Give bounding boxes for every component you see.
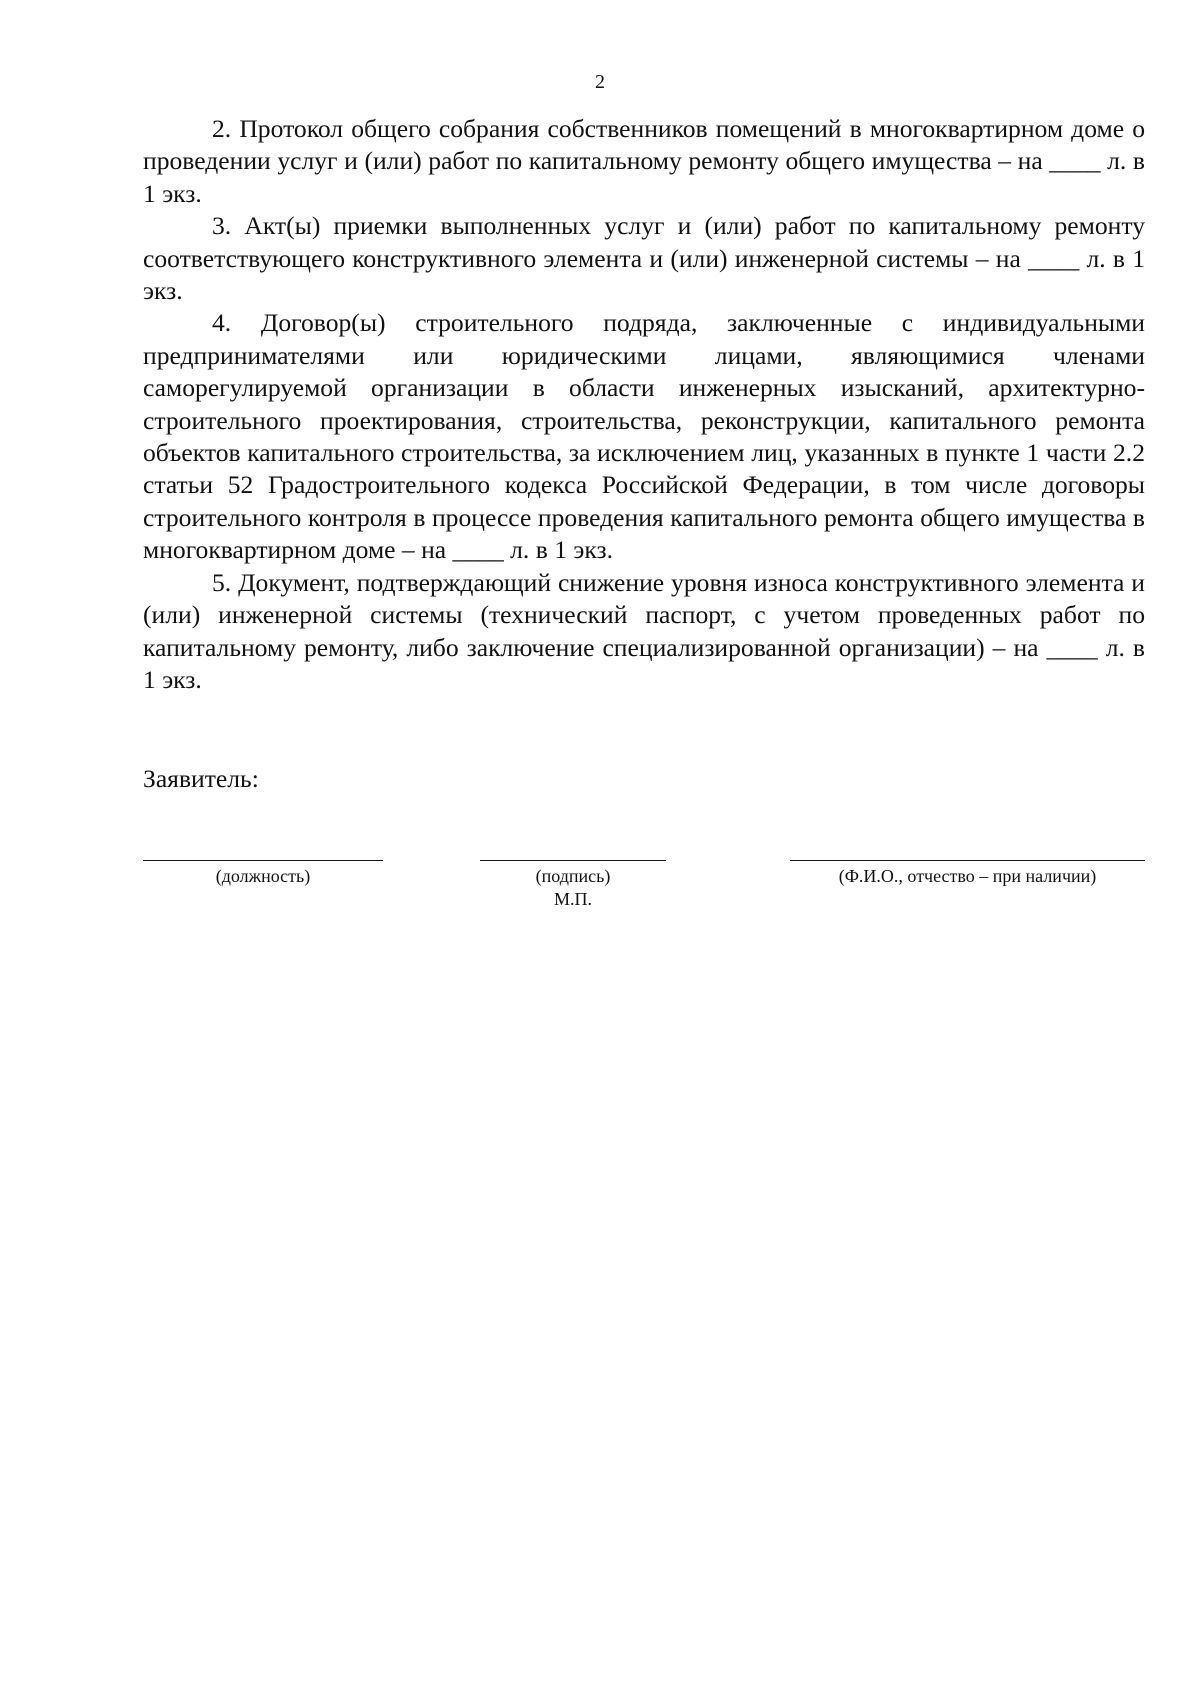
signature-caption: (подпись) [535,866,611,886]
position-signature-field [143,860,383,888]
document-body [143,113,1145,696]
name-line [790,860,1145,861]
paragraph-item-5: 5. Документ, подтверждающий снижение уровня износа конструктивного элемента и (или) инженерной системы (технический паспорт, с учетом проведенных работ по капитальному ремонту, либо заключение специализированной организации) – на ____ л. в 1 экз. [143,567,1145,694]
applicant-label: Заявитель: [143,764,259,793]
stamp-caption: М.П. [553,889,592,909]
name-caption: (Ф.И.О., отчество – при наличии) [838,866,1097,886]
paragraph-item-4: 4. Договор(ы) строительного подряда, заключенные с индивидуальными предпринимателями или юридическими лицами, являющимися членами саморегулируемой организации в области инженерных изысканий, архитектурно-строительного проектирования, строительства, реконструкции, капитального ремонта объектов капитального строительства, за исключением лиц, указанных в пункте 1 части 2.2 статьи 52 Градостроительного кодекса Российской Федерации, в том числе договоры строительного контроля в процессе проведения капитального ремонта общего имущества в многоквартирном доме – на ____ л. в 1 экз. [143,308,1145,565]
paragraph-item-3: 3. Акт(ы) приемки выполненных услуг и (или) работ по капитальному ремонту соответствующего конструктивного элемента и (или) инженерной системы – на ____ л. в 1 экз. [143,211,1145,306]
name-signature-field [790,860,1145,888]
page-number: 2 [595,71,605,93]
signature-line [480,860,666,861]
position-line [143,860,383,861]
position-caption: (должность) [215,866,311,886]
paragraph-item-2: 2. Протокол общего собрания собственников помещений в многоквартирном доме о проведении услуг и (или) работ по капитальному ремонту общего имущества – на ____ л. в 1 экз. [143,114,1145,208]
signature-field [480,860,666,911]
